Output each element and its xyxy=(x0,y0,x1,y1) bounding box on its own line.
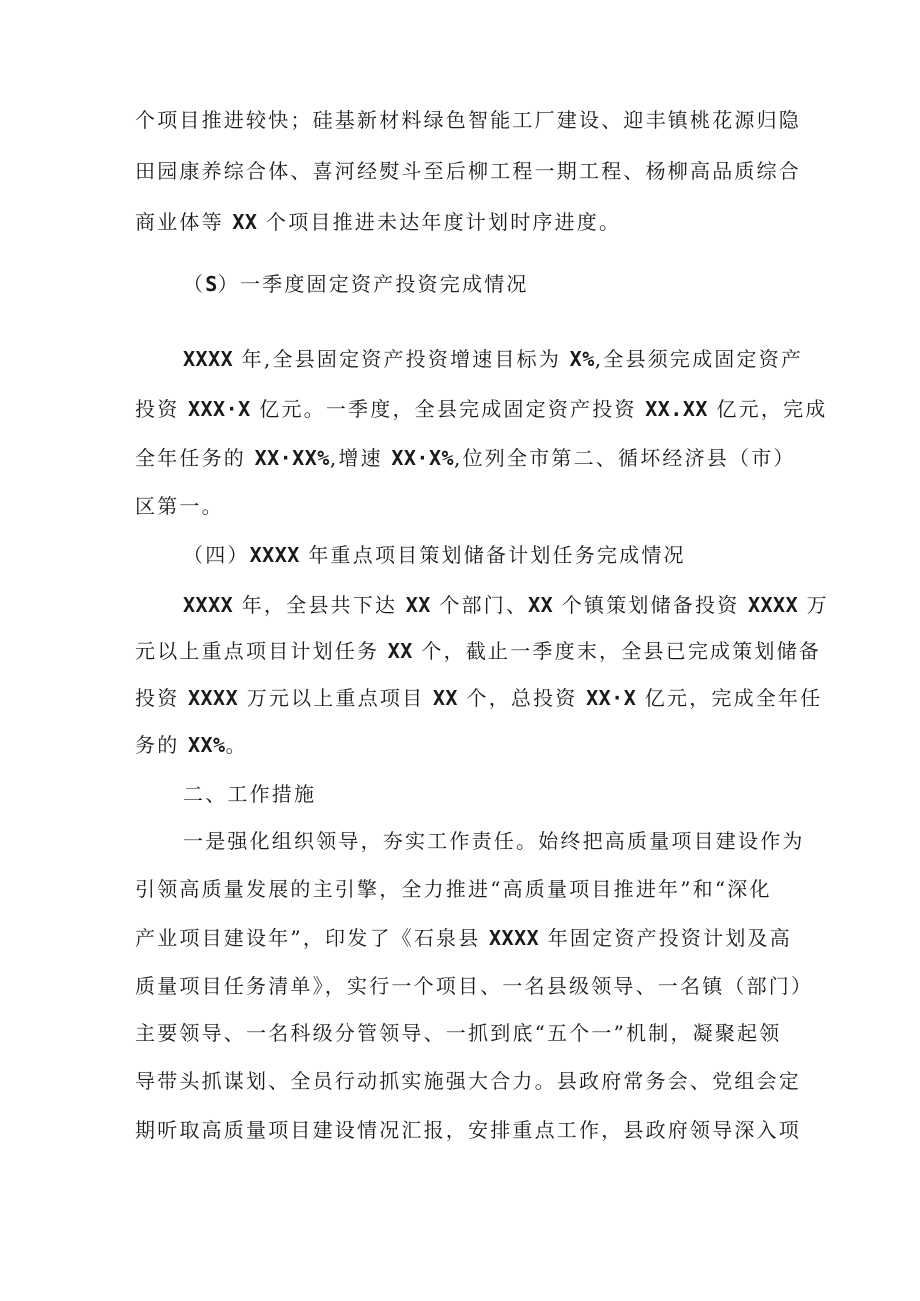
placeholder-value: XXXX xyxy=(249,543,300,567)
text-segment: 年，全县共下达 xyxy=(233,593,406,617)
placeholder-value: XXXX xyxy=(187,686,239,710)
placeholder-value: XX·X xyxy=(586,686,637,710)
placeholder-value: XX xyxy=(405,593,431,617)
text-segment: 务的 xyxy=(135,733,188,757)
text-segment: 。 xyxy=(225,733,248,757)
text-line xyxy=(183,589,900,621)
text-segment: 区第一。 xyxy=(135,494,224,518)
text-segment: 亿元。一季度，全县完成固定资产投资 xyxy=(250,397,646,421)
text-line xyxy=(135,729,900,761)
text-line xyxy=(135,1065,900,1097)
placeholder-value: XX·XX% xyxy=(254,446,330,470)
text-line xyxy=(135,970,900,1002)
text-segment: 投资 xyxy=(135,397,188,421)
text-segment: 期听取高质量项目建设情况汇报，安排重点工作，县政府领导深入项 xyxy=(135,1118,801,1142)
placeholder-value: XX xyxy=(232,210,258,234)
text-segment: 万 xyxy=(798,593,829,617)
text-segment: 个，总投资 xyxy=(457,686,587,710)
placeholder-value: XXXX xyxy=(488,926,540,950)
text-line xyxy=(183,343,900,375)
text-segment: 亿元，完成全年任 xyxy=(636,686,823,710)
placeholder-value: S xyxy=(205,272,218,296)
text-segment: 年,全县固定资产投资增速目标为 xyxy=(233,347,570,371)
text-line xyxy=(135,873,900,905)
placeholder-value: XX xyxy=(387,639,413,663)
placeholder-value: XX% xyxy=(187,733,226,757)
text-segment: 个项目推进未达年度计划时序进度。 xyxy=(257,210,622,234)
placeholder-value: XXXX xyxy=(183,593,234,617)
text-segment: ,增速 xyxy=(329,446,392,470)
placeholder-value: XXX·X xyxy=(187,397,251,421)
text-segment: ,全县须完成固定资产 xyxy=(594,347,804,371)
placeholder-value: XX xyxy=(432,686,458,710)
text-segment: 个镇策划储备投资 xyxy=(553,593,748,617)
text-segment: 产业项目建设年”，印发了《石泉县 xyxy=(135,926,489,950)
text-segment: 导带头抓谋划、全员行动抓实施强大合力。县政府常务会、党组会定 xyxy=(135,1069,801,1093)
text-line xyxy=(135,922,900,954)
text-segment: 一是强化组织领导，夯实工作责任。始终把高质量项目建设作为 xyxy=(183,829,805,853)
text-segment: 投资 xyxy=(135,686,188,710)
text-segment: 个，截止一季度末，全县已完成策划储备 xyxy=(412,639,822,663)
placeholder-value: X% xyxy=(569,347,595,371)
text-segment: 年重点项目策划储备计划任务完成情况 xyxy=(299,543,686,567)
text-segment: 引领高质量发展的主引擎，全力推进“高质量项目推进年”和“深化 xyxy=(135,877,772,901)
section-heading-four xyxy=(183,539,900,571)
placeholder-value: XX·X% xyxy=(391,446,455,470)
text-line xyxy=(135,635,900,667)
text-line xyxy=(135,490,900,522)
section-heading-s xyxy=(183,268,900,300)
text-segment: ,位列全市第二、循坏经济县（市） xyxy=(454,446,796,470)
text-line xyxy=(135,393,900,425)
placeholder-value: XX xyxy=(528,593,554,617)
text-line xyxy=(183,825,900,857)
text-line xyxy=(135,155,900,187)
text-segment: 亿元，完成 xyxy=(707,397,828,421)
text-segment: 万元以上重点项目 xyxy=(238,686,433,710)
text-line xyxy=(135,206,900,238)
text-segment: ）一季度固定资产投资完成情况 xyxy=(217,272,529,296)
placeholder-value: XXXX xyxy=(747,593,799,617)
text-segment: 质量项目任务清单》，实行一个项目、一名县级领导、一名镇（部门） xyxy=(135,974,814,998)
text-segment: 个部门、 xyxy=(430,593,529,617)
text-segment: 全年任务的 xyxy=(135,446,255,470)
text-segment: 个项目推进较快；硅基新材料绿色智能工厂建设、迎丰镇桃花源归隐 xyxy=(135,108,801,132)
placeholder-value: XXXX xyxy=(183,347,234,371)
placeholder-value: XX.XX xyxy=(645,397,708,421)
text-segment: 元以上重点项目计划任务 xyxy=(135,639,388,663)
text-segment: （ xyxy=(183,272,206,296)
text-segment: 主要领导、一名科级分管领导、一抓到底“五个一”机制，凝聚起领 xyxy=(135,1021,782,1045)
text-line xyxy=(135,1114,900,1146)
section-heading-two xyxy=(183,778,900,810)
text-line xyxy=(135,442,900,474)
text-segment: 田园康养综合体、喜河经熨斗至后柳工程一期工程、杨柳高品质综合 xyxy=(135,159,801,183)
text-segment: 商业体等 xyxy=(135,210,233,234)
text-line xyxy=(135,1017,900,1049)
text-segment: 年固定资产投资计划及高 xyxy=(539,926,792,950)
text-line xyxy=(135,682,900,714)
text-line xyxy=(135,104,900,136)
text-segment: 二、工作措施 xyxy=(183,782,317,806)
text-segment: （四） xyxy=(183,543,250,567)
